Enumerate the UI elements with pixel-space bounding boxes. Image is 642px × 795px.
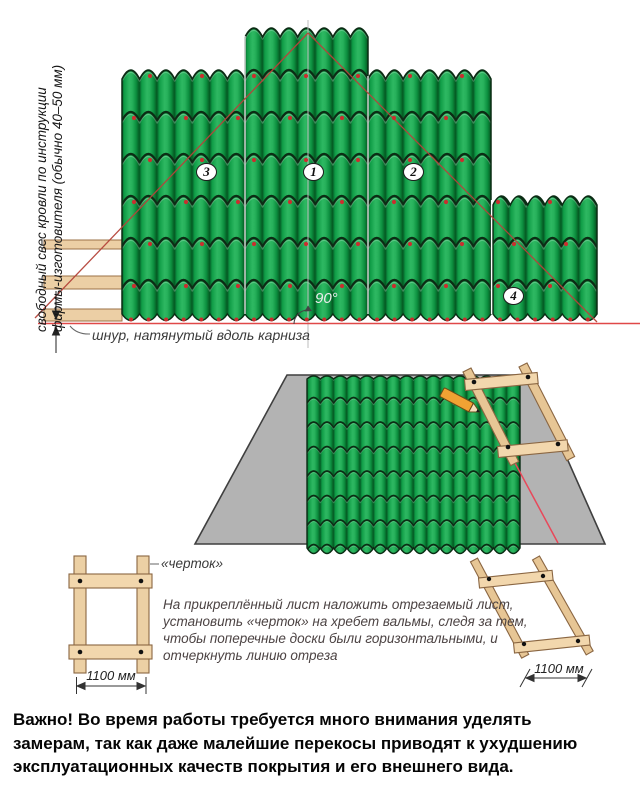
cord-label: шнур, натянутый вдоль карниза	[92, 327, 310, 343]
tool-label: «черток»	[161, 556, 223, 571]
instruction-line: отчеркнуть линию отреза	[163, 648, 338, 663]
important-note: Важно! Во время работы требуется много внимания уделять замерам, так как даже малейшие перекосы приводят к ухудшению эксплуатационных качеств покрытия и его внешнего вида.	[13, 710, 578, 776]
instruction-line: установить «черток» на хребет вальмы, следя за тем,	[163, 614, 528, 629]
sheet-number-badge-3: 3	[196, 163, 217, 181]
instruction-line: чтобы поперечные доски были горизонтальными, и	[163, 631, 498, 646]
chertok-frame-front	[69, 556, 152, 673]
cord-label-leader	[70, 326, 90, 334]
metal-tile-sheets	[122, 28, 597, 321]
right-dimension-label: 1100 мм	[534, 661, 584, 676]
overhang-note-line1: свободный свес кровли по инструкции	[34, 87, 49, 332]
overhang-note-line2: фирмы-изготовителя (обычно 40–50 мм)	[50, 64, 65, 332]
sheet-number-badge-2: 2	[403, 163, 424, 181]
left-dimension-label: 1100 мм	[86, 668, 136, 683]
angle-label: 90°	[315, 290, 338, 307]
sheet-number-badge-1: 1	[303, 163, 324, 181]
instruction-text	[163, 596, 527, 664]
overhang-note	[34, 2, 66, 332]
instruction-line: На прикреплённый лист наложить отрезаемый лист,	[163, 597, 514, 612]
sheet-number-badge-4: 4	[503, 287, 524, 305]
